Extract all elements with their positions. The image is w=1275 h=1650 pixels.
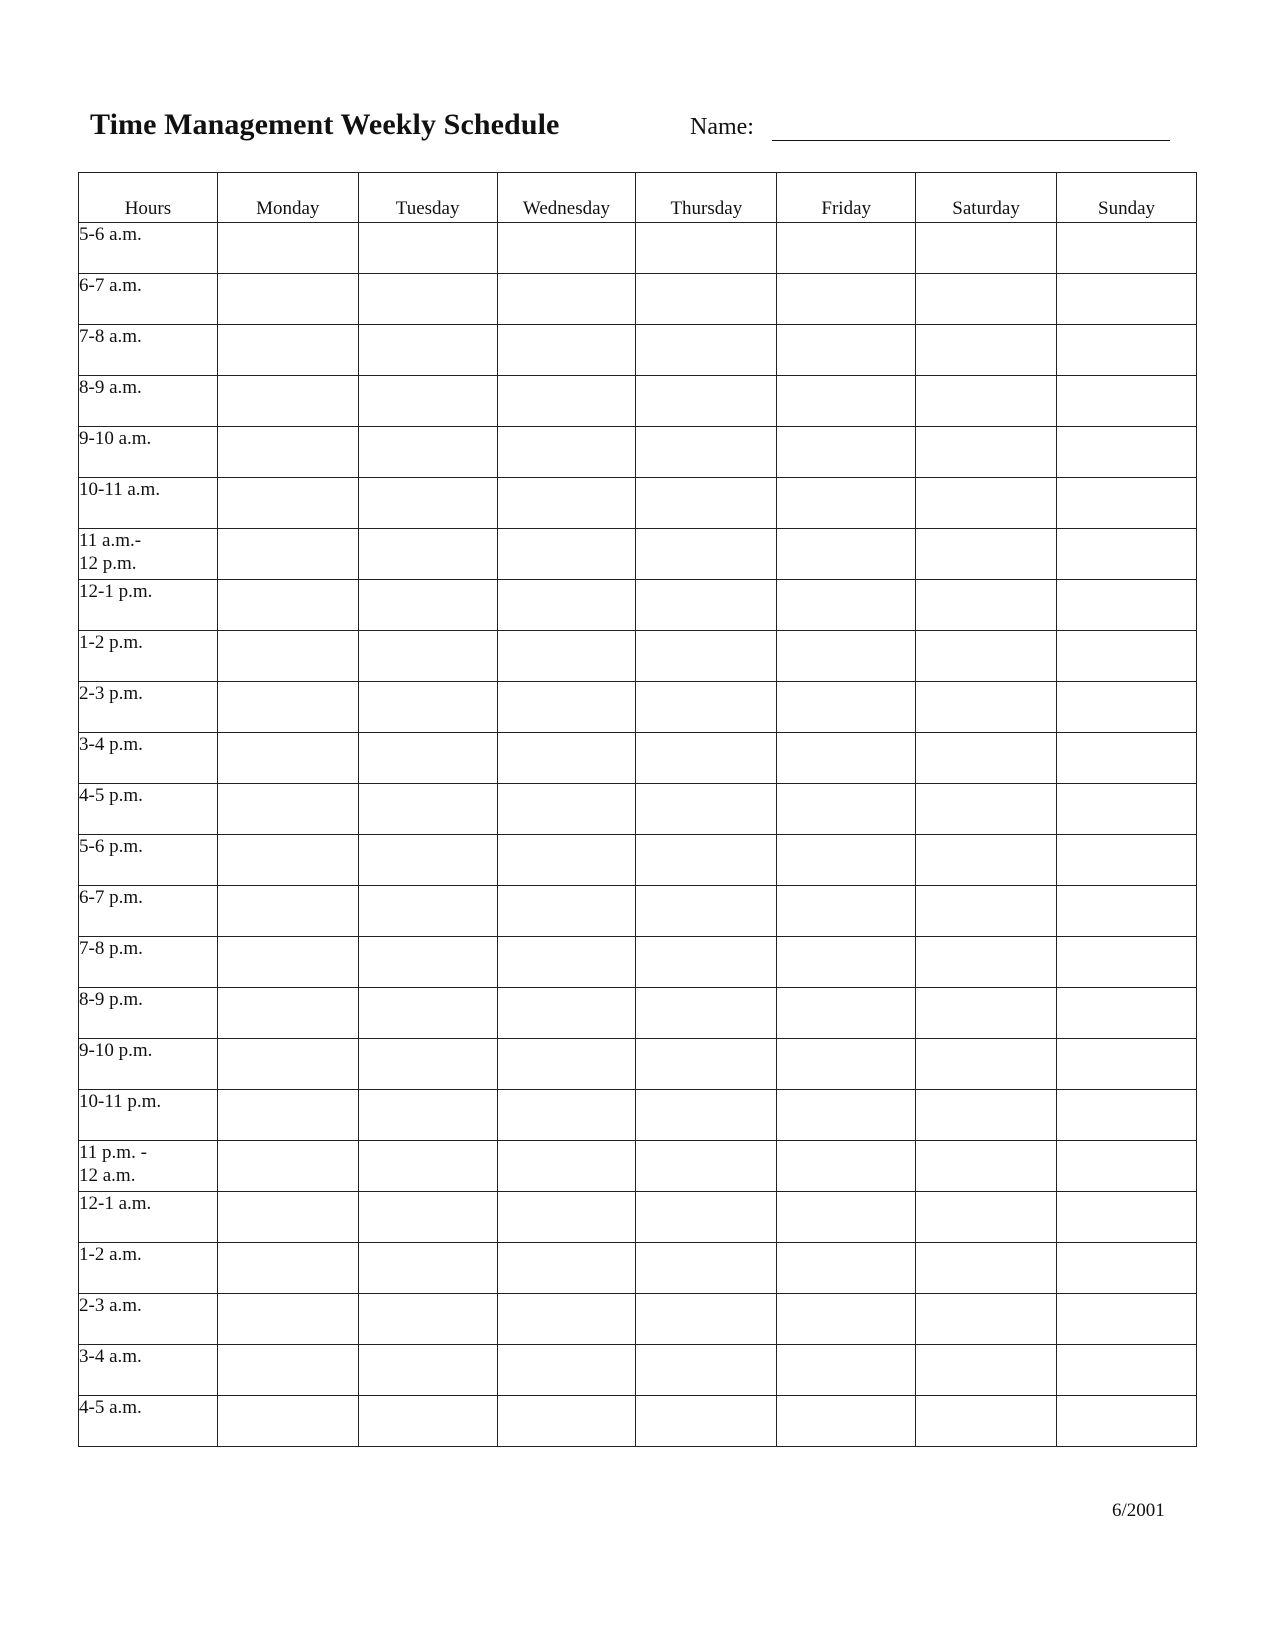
schedule-cell-tuesday[interactable] bbox=[358, 886, 497, 937]
schedule-cell-friday[interactable] bbox=[777, 886, 916, 937]
schedule-cell-thursday[interactable] bbox=[636, 886, 777, 937]
hour-label: 10-11 p.m. bbox=[79, 1090, 218, 1141]
column-header-saturday: Saturday bbox=[916, 173, 1057, 223]
schedule-cell-monday[interactable] bbox=[217, 988, 358, 1039]
schedule-cell-friday[interactable] bbox=[777, 1192, 916, 1243]
schedule-cell-wednesday[interactable] bbox=[497, 427, 636, 478]
schedule-cell-thursday[interactable] bbox=[636, 223, 777, 274]
schedule-cell-tuesday[interactable] bbox=[358, 223, 497, 274]
schedule-cell-saturday[interactable] bbox=[916, 376, 1057, 427]
schedule-cell-sunday[interactable] bbox=[1057, 1243, 1197, 1294]
schedule-cell-wednesday[interactable] bbox=[497, 1090, 636, 1141]
schedule-cell-saturday[interactable] bbox=[916, 988, 1057, 1039]
schedule-cell-wednesday[interactable] bbox=[497, 223, 636, 274]
schedule-cell-monday[interactable] bbox=[217, 835, 358, 886]
schedule-cell-monday[interactable] bbox=[217, 427, 358, 478]
schedule-cell-friday[interactable] bbox=[777, 937, 916, 988]
schedule-cell-monday[interactable] bbox=[217, 937, 358, 988]
schedule-cell-friday[interactable] bbox=[777, 682, 916, 733]
hour-label: 1-2 a.m. bbox=[79, 1243, 218, 1294]
hour-label: 8-9 p.m. bbox=[79, 988, 218, 1039]
hour-label: 3-4 p.m. bbox=[79, 733, 218, 784]
schedule-cell-thursday[interactable] bbox=[636, 1294, 777, 1345]
hour-label: 3-4 a.m. bbox=[79, 1345, 218, 1396]
schedule-cell-thursday[interactable] bbox=[636, 988, 777, 1039]
schedule-cell-monday[interactable] bbox=[217, 1039, 358, 1090]
table-row bbox=[79, 427, 1197, 478]
schedule-cell-sunday[interactable] bbox=[1057, 784, 1197, 835]
schedule-cell-sunday[interactable] bbox=[1057, 274, 1197, 325]
table-row bbox=[79, 988, 1197, 1039]
schedule-cell-saturday[interactable] bbox=[916, 478, 1057, 529]
schedule-cell-tuesday[interactable] bbox=[358, 988, 497, 1039]
schedule-cell-friday[interactable] bbox=[777, 1243, 916, 1294]
schedule-cell-thursday[interactable] bbox=[636, 580, 777, 631]
schedule-cell-sunday[interactable] bbox=[1057, 1039, 1197, 1090]
table-row bbox=[79, 835, 1197, 886]
schedule-cell-sunday[interactable] bbox=[1057, 1090, 1197, 1141]
column-header-tuesday: Tuesday bbox=[358, 173, 497, 223]
schedule-cell-monday[interactable] bbox=[217, 325, 358, 376]
schedule-cell-friday[interactable] bbox=[777, 1090, 916, 1141]
table-row bbox=[79, 886, 1197, 937]
schedule-cell-tuesday[interactable] bbox=[358, 1141, 497, 1192]
schedule-cell-wednesday[interactable] bbox=[497, 1294, 636, 1345]
schedule-cell-monday[interactable] bbox=[217, 1192, 358, 1243]
schedule-cell-saturday[interactable] bbox=[916, 1396, 1057, 1447]
schedule-cell-thursday[interactable] bbox=[636, 682, 777, 733]
schedule-cell-monday[interactable] bbox=[217, 1396, 358, 1447]
table-row bbox=[79, 1039, 1197, 1090]
schedule-cell-tuesday[interactable] bbox=[358, 835, 497, 886]
table-row bbox=[79, 274, 1197, 325]
schedule-cell-sunday[interactable] bbox=[1057, 1345, 1197, 1396]
schedule-cell-sunday[interactable] bbox=[1057, 427, 1197, 478]
column-header-thursday: Thursday bbox=[636, 173, 777, 223]
schedule-cell-monday[interactable] bbox=[217, 886, 358, 937]
schedule-cell-friday[interactable] bbox=[777, 427, 916, 478]
schedule-cell-tuesday[interactable] bbox=[358, 631, 497, 682]
schedule-cell-wednesday[interactable] bbox=[497, 784, 636, 835]
schedule-cell-thursday[interactable] bbox=[636, 325, 777, 376]
schedule-cell-wednesday[interactable] bbox=[497, 937, 636, 988]
hour-label: 4-5 a.m. bbox=[79, 1396, 218, 1447]
schedule-cell-saturday[interactable] bbox=[916, 1345, 1057, 1396]
column-header-monday: Monday bbox=[217, 173, 358, 223]
schedule-cell-saturday[interactable] bbox=[916, 325, 1057, 376]
schedule-cell-wednesday[interactable] bbox=[497, 1192, 636, 1243]
page-title: Time Management Weekly Schedule bbox=[90, 108, 560, 141]
schedule-cell-monday[interactable] bbox=[217, 1294, 358, 1345]
schedule-cell-sunday[interactable] bbox=[1057, 529, 1197, 580]
schedule-cell-wednesday[interactable] bbox=[497, 1039, 636, 1090]
schedule-cell-wednesday[interactable] bbox=[497, 376, 636, 427]
schedule-cell-wednesday[interactable] bbox=[497, 529, 636, 580]
schedule-cell-thursday[interactable] bbox=[636, 274, 777, 325]
table-row bbox=[79, 631, 1197, 682]
schedule-cell-thursday[interactable] bbox=[636, 1090, 777, 1141]
hour-label: 7-8 p.m. bbox=[79, 937, 218, 988]
schedule-cell-saturday[interactable] bbox=[916, 682, 1057, 733]
column-header-hours: Hours bbox=[79, 173, 218, 223]
schedule-cell-friday[interactable] bbox=[777, 529, 916, 580]
schedule-cell-thursday[interactable] bbox=[636, 529, 777, 580]
schedule-cell-sunday[interactable] bbox=[1057, 325, 1197, 376]
schedule-cell-wednesday[interactable] bbox=[497, 631, 636, 682]
schedule-cell-sunday[interactable] bbox=[1057, 478, 1197, 529]
schedule-cell-tuesday[interactable] bbox=[358, 733, 497, 784]
schedule-cell-friday[interactable] bbox=[777, 325, 916, 376]
hour-label: 6-7 p.m. bbox=[79, 886, 218, 937]
schedule-cell-sunday[interactable] bbox=[1057, 1396, 1197, 1447]
schedule-cell-sunday[interactable] bbox=[1057, 580, 1197, 631]
schedule-cell-friday[interactable] bbox=[777, 1141, 916, 1192]
schedule-cell-tuesday[interactable] bbox=[358, 1294, 497, 1345]
schedule-cell-tuesday[interactable] bbox=[358, 376, 497, 427]
schedule-cell-sunday[interactable] bbox=[1057, 835, 1197, 886]
schedule-cell-wednesday[interactable] bbox=[497, 835, 636, 886]
hour-label: 9-10 a.m. bbox=[79, 427, 218, 478]
schedule-cell-monday[interactable] bbox=[217, 1090, 358, 1141]
schedule-cell-sunday[interactable] bbox=[1057, 988, 1197, 1039]
schedule-cell-friday[interactable] bbox=[777, 223, 916, 274]
table-row bbox=[79, 1090, 1197, 1141]
schedule-cell-saturday[interactable] bbox=[916, 427, 1057, 478]
schedule-cell-sunday[interactable] bbox=[1057, 631, 1197, 682]
schedule-cell-tuesday[interactable] bbox=[358, 1039, 497, 1090]
schedule-cell-wednesday[interactable] bbox=[497, 886, 636, 937]
schedule-cell-tuesday[interactable] bbox=[358, 682, 497, 733]
schedule-cell-thursday[interactable] bbox=[636, 478, 777, 529]
name-label: Name: bbox=[690, 114, 754, 140]
table-row bbox=[79, 478, 1197, 529]
schedule-cell-tuesday[interactable] bbox=[358, 427, 497, 478]
schedule-cell-tuesday[interactable] bbox=[358, 1243, 497, 1294]
schedule-cell-thursday[interactable] bbox=[636, 1396, 777, 1447]
schedule-cell-saturday[interactable] bbox=[916, 1243, 1057, 1294]
schedule-cell-wednesday[interactable] bbox=[497, 1243, 636, 1294]
schedule-cell-saturday[interactable] bbox=[916, 1141, 1057, 1192]
hour-label: 10-11 a.m. bbox=[79, 478, 218, 529]
schedule-cell-sunday[interactable] bbox=[1057, 1192, 1197, 1243]
table-row bbox=[79, 784, 1197, 835]
column-header-sunday: Sunday bbox=[1057, 173, 1197, 223]
schedule-cell-tuesday[interactable] bbox=[358, 529, 497, 580]
schedule-cell-monday[interactable] bbox=[217, 580, 358, 631]
schedule-cell-friday[interactable] bbox=[777, 1294, 916, 1345]
table-row bbox=[79, 376, 1197, 427]
schedule-cell-sunday[interactable] bbox=[1057, 733, 1197, 784]
schedule-cell-monday[interactable] bbox=[217, 478, 358, 529]
schedule-cell-friday[interactable] bbox=[777, 376, 916, 427]
schedule-cell-sunday[interactable] bbox=[1057, 1294, 1197, 1345]
schedule-cell-monday[interactable] bbox=[217, 784, 358, 835]
table-row bbox=[79, 733, 1197, 784]
table-row bbox=[79, 1345, 1197, 1396]
schedule-cell-monday[interactable] bbox=[217, 631, 358, 682]
schedule-cell-saturday[interactable] bbox=[916, 733, 1057, 784]
footer-date: 6/2001 bbox=[1112, 1500, 1165, 1521]
schedule-cell-monday[interactable] bbox=[217, 1243, 358, 1294]
schedule-cell-tuesday[interactable] bbox=[358, 1396, 497, 1447]
table-row bbox=[79, 1192, 1197, 1243]
schedule-cell-saturday[interactable] bbox=[916, 580, 1057, 631]
schedule-cell-sunday[interactable] bbox=[1057, 937, 1197, 988]
table-row bbox=[79, 1243, 1197, 1294]
schedule-cell-thursday[interactable] bbox=[636, 835, 777, 886]
hour-label: 1-2 p.m. bbox=[79, 631, 218, 682]
schedule-cell-thursday[interactable] bbox=[636, 937, 777, 988]
schedule-cell-tuesday[interactable] bbox=[358, 784, 497, 835]
schedule-cell-wednesday[interactable] bbox=[497, 988, 636, 1039]
column-header-wednesday: Wednesday bbox=[497, 173, 636, 223]
schedule-cell-saturday[interactable] bbox=[916, 223, 1057, 274]
schedule-cell-thursday[interactable] bbox=[636, 784, 777, 835]
schedule-cell-monday[interactable] bbox=[217, 223, 358, 274]
schedule-cell-saturday[interactable] bbox=[916, 1192, 1057, 1243]
hour-label: 7-8 a.m. bbox=[79, 325, 218, 376]
schedule-cell-friday[interactable] bbox=[777, 580, 916, 631]
schedule-cell-saturday[interactable] bbox=[916, 1090, 1057, 1141]
schedule-cell-saturday[interactable] bbox=[916, 886, 1057, 937]
schedule-cell-tuesday[interactable] bbox=[358, 1192, 497, 1243]
schedule-cell-thursday[interactable] bbox=[636, 427, 777, 478]
schedule-cell-tuesday[interactable] bbox=[358, 1345, 497, 1396]
schedule-cell-tuesday[interactable] bbox=[358, 478, 497, 529]
schedule-cell-thursday[interactable] bbox=[636, 631, 777, 682]
schedule-cell-saturday[interactable] bbox=[916, 631, 1057, 682]
hour-label: 2-3 p.m. bbox=[79, 682, 218, 733]
schedule-cell-monday[interactable] bbox=[217, 529, 358, 580]
schedule-cell-sunday[interactable] bbox=[1057, 376, 1197, 427]
schedule-cell-sunday[interactable] bbox=[1057, 223, 1197, 274]
column-header-friday: Friday bbox=[777, 173, 916, 223]
schedule-cell-wednesday[interactable] bbox=[497, 478, 636, 529]
schedule-cell-thursday[interactable] bbox=[636, 1141, 777, 1192]
schedule-cell-monday[interactable] bbox=[217, 733, 358, 784]
hour-label: 8-9 a.m. bbox=[79, 376, 218, 427]
schedule-cell-tuesday[interactable] bbox=[358, 325, 497, 376]
schedule-cell-thursday[interactable] bbox=[636, 1039, 777, 1090]
hour-label: 12-1 a.m. bbox=[79, 1192, 218, 1243]
table-row bbox=[79, 1141, 1197, 1192]
schedule-cell-friday[interactable] bbox=[777, 1396, 916, 1447]
schedule-cell-saturday[interactable] bbox=[916, 274, 1057, 325]
schedule-cell-thursday[interactable] bbox=[636, 1243, 777, 1294]
schedule-cell-saturday[interactable] bbox=[916, 529, 1057, 580]
schedule-cell-friday[interactable] bbox=[777, 478, 916, 529]
schedule-cell-wednesday[interactable] bbox=[497, 733, 636, 784]
table-row bbox=[79, 529, 1197, 580]
table-row bbox=[79, 682, 1197, 733]
schedule-cell-tuesday[interactable] bbox=[358, 580, 497, 631]
schedule-cell-tuesday[interactable] bbox=[358, 1090, 497, 1141]
schedule-cell-saturday[interactable] bbox=[916, 1039, 1057, 1090]
schedule-cell-monday[interactable] bbox=[217, 682, 358, 733]
schedule-cell-monday[interactable] bbox=[217, 376, 358, 427]
schedule-cell-tuesday[interactable] bbox=[358, 274, 497, 325]
table-row bbox=[79, 580, 1197, 631]
table-row bbox=[79, 1294, 1197, 1345]
schedule-cell-tuesday[interactable] bbox=[358, 937, 497, 988]
schedule-cell-friday[interactable] bbox=[777, 274, 916, 325]
header-row bbox=[79, 173, 1197, 223]
hour-label: 11 a.m.- 12 p.m. bbox=[79, 529, 218, 580]
schedule-cell-wednesday[interactable] bbox=[497, 580, 636, 631]
schedule-cell-wednesday[interactable] bbox=[497, 682, 636, 733]
schedule-cell-saturday[interactable] bbox=[916, 835, 1057, 886]
schedule-cell-thursday[interactable] bbox=[636, 1192, 777, 1243]
schedule-cell-saturday[interactable] bbox=[916, 937, 1057, 988]
schedule-cell-sunday[interactable] bbox=[1057, 1141, 1197, 1192]
schedule-cell-wednesday[interactable] bbox=[497, 1141, 636, 1192]
schedule-cell-thursday[interactable] bbox=[636, 376, 777, 427]
schedule-cell-friday[interactable] bbox=[777, 1345, 916, 1396]
schedule-cell-friday[interactable] bbox=[777, 988, 916, 1039]
table-row bbox=[79, 223, 1197, 274]
schedule-cell-saturday[interactable] bbox=[916, 784, 1057, 835]
schedule-cell-thursday[interactable] bbox=[636, 1345, 777, 1396]
hour-label: 11 p.m. - 12 a.m. bbox=[79, 1141, 218, 1192]
hour-label: 6-7 a.m. bbox=[79, 274, 218, 325]
schedule-cell-saturday[interactable] bbox=[916, 1294, 1057, 1345]
schedule-cell-friday[interactable] bbox=[777, 835, 916, 886]
schedule-cell-friday[interactable] bbox=[777, 784, 916, 835]
schedule-cell-wednesday[interactable] bbox=[497, 1396, 636, 1447]
schedule-cell-friday[interactable] bbox=[777, 1039, 916, 1090]
hour-label: 9-10 p.m. bbox=[79, 1039, 218, 1090]
hour-label: 4-5 p.m. bbox=[79, 784, 218, 835]
schedule-cell-monday[interactable] bbox=[217, 274, 358, 325]
name-field[interactable] bbox=[772, 140, 1170, 141]
schedule-cell-wednesday[interactable] bbox=[497, 274, 636, 325]
schedule-cell-friday[interactable] bbox=[777, 631, 916, 682]
schedule-cell-sunday[interactable] bbox=[1057, 886, 1197, 937]
table-row bbox=[79, 325, 1197, 376]
schedule-cell-sunday[interactable] bbox=[1057, 682, 1197, 733]
table-row bbox=[79, 937, 1197, 988]
schedule-cell-friday[interactable] bbox=[777, 733, 916, 784]
hour-label: 12-1 p.m. bbox=[79, 580, 218, 631]
hour-label: 5-6 a.m. bbox=[79, 223, 218, 274]
table-row bbox=[79, 1396, 1197, 1447]
hour-label: 2-3 a.m. bbox=[79, 1294, 218, 1345]
schedule-cell-wednesday[interactable] bbox=[497, 325, 636, 376]
schedule-table bbox=[78, 172, 1197, 1447]
schedule-cell-wednesday[interactable] bbox=[497, 1345, 636, 1396]
schedule-cell-thursday[interactable] bbox=[636, 733, 777, 784]
schedule-cell-monday[interactable] bbox=[217, 1345, 358, 1396]
schedule-cell-monday[interactable] bbox=[217, 1141, 358, 1192]
hour-label: 5-6 p.m. bbox=[79, 835, 218, 886]
